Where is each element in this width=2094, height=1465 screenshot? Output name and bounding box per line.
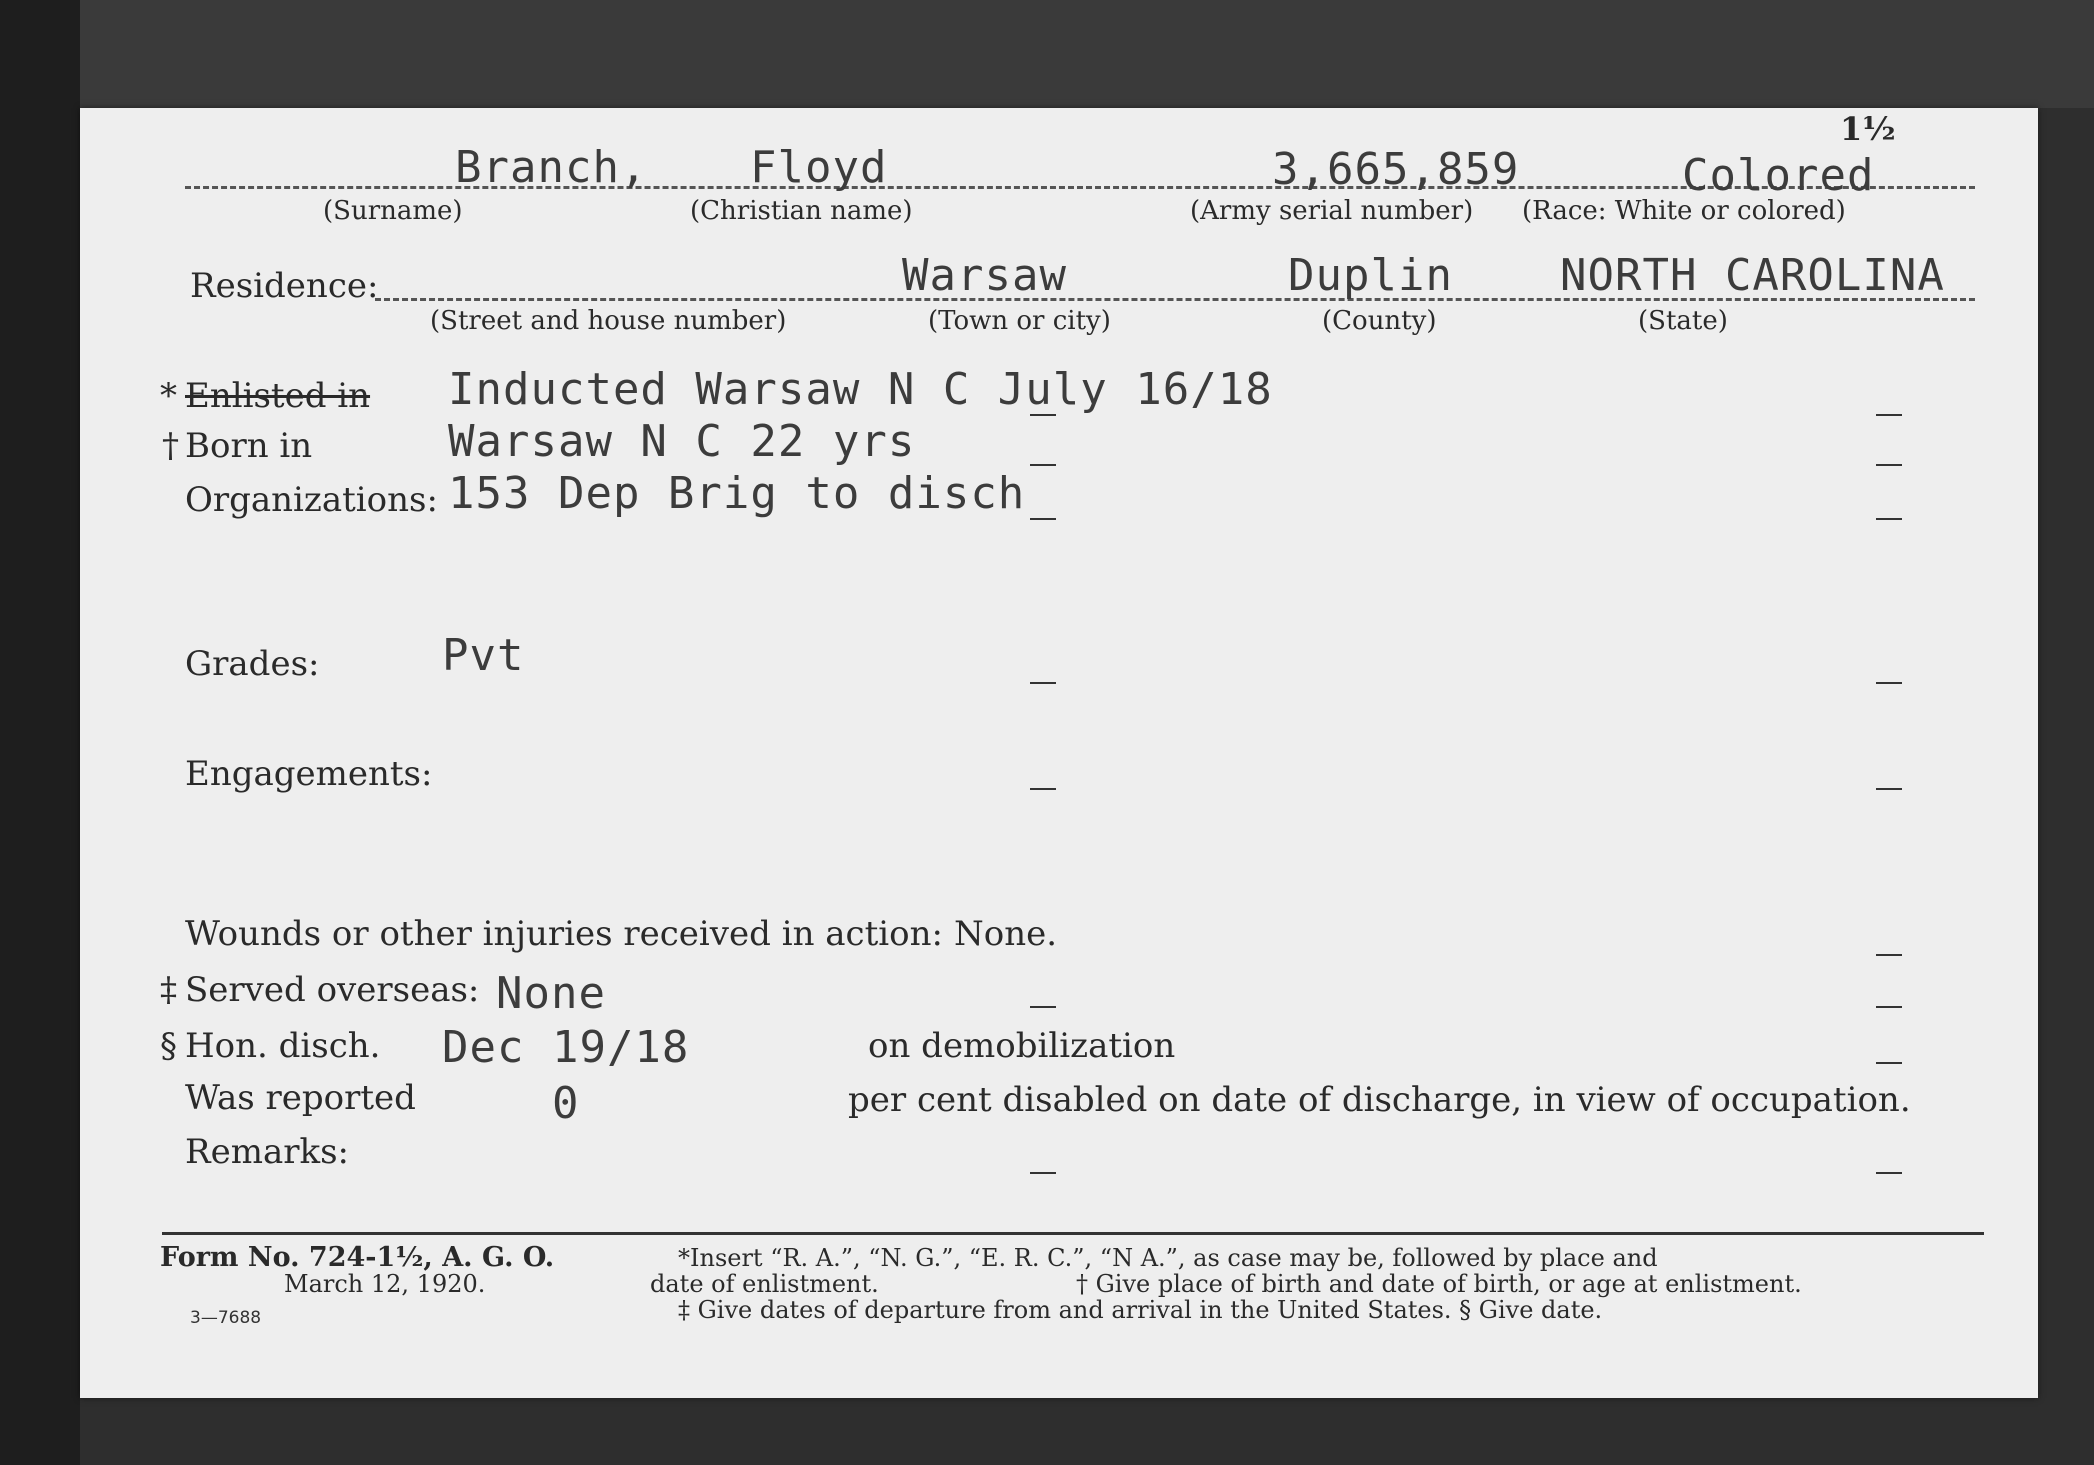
wounds-value: None. xyxy=(954,914,1058,954)
organizations-label: Organizations: xyxy=(185,480,438,520)
overseas-dash-mid xyxy=(1030,1006,1056,1008)
residence-label: Residence: xyxy=(190,266,379,306)
overseas-mark: ‡ xyxy=(160,970,177,1010)
state-value: NORTH CAROLINA xyxy=(1560,250,1945,301)
serial-number-caption: (Army serial number) xyxy=(1190,196,1474,226)
footnote-birth: † Give place of birth and date of birth, or age at enlistment. xyxy=(1076,1270,1802,1298)
overseas-label: Served overseas: xyxy=(185,970,480,1010)
christian-name-value: Floyd xyxy=(750,142,888,193)
grades-value: Pvt xyxy=(442,630,525,681)
town-value: Warsaw xyxy=(902,250,1067,301)
county-caption: (County) xyxy=(1322,306,1437,336)
reported-value: 0 xyxy=(552,1078,580,1129)
enlisted-label: Enlisted in xyxy=(185,376,371,416)
disch-value: Dec 19/18 xyxy=(442,1022,690,1073)
overseas-value: None xyxy=(496,968,606,1019)
race-caption: (Race: White or colored) xyxy=(1522,196,1846,226)
grades-dash-end xyxy=(1876,682,1902,684)
print-code: 3—7688 xyxy=(190,1308,262,1328)
form-number: Form No. 724-1½, A. G. O. xyxy=(160,1242,555,1273)
remarks-dash-mid xyxy=(1030,1172,1056,1174)
enlisted-dash-end xyxy=(1876,414,1902,416)
surname-caption: (Surname) xyxy=(323,196,463,226)
surname-value: Branch, xyxy=(455,142,648,193)
enlisted-dash-mid xyxy=(1030,414,1056,416)
scan-background-left xyxy=(0,0,80,1465)
engagements-label: Engagements: xyxy=(185,754,433,794)
grades-label: Grades: xyxy=(185,644,320,684)
race-value: Colored xyxy=(1682,150,1875,201)
grades-dash-mid xyxy=(1030,682,1056,684)
wounds-dash-end xyxy=(1876,954,1902,956)
born-dash-end xyxy=(1876,464,1902,466)
footer-rule xyxy=(162,1232,1984,1235)
disch-dash-end xyxy=(1876,1062,1902,1064)
remarks-label: Remarks: xyxy=(185,1132,349,1172)
state-caption: (State) xyxy=(1638,306,1728,336)
form-date: March 12, 1920. xyxy=(284,1270,486,1298)
footnote-insert: *Insert “R. A.”, “N. G.”, “E. R. C.”, “N A.”, as case may be, followed by place and xyxy=(678,1244,1658,1272)
disch-suffix: on demobilization xyxy=(868,1026,1176,1066)
organizations-dash-end xyxy=(1876,518,1902,520)
county-value: Duplin xyxy=(1288,250,1453,301)
born-mark: † xyxy=(162,426,179,466)
disch-label: Hon. disch. xyxy=(185,1026,381,1066)
reported-suffix: per cent disabled on date of discharge, in view of occupation. xyxy=(848,1080,1911,1120)
service-record-card xyxy=(80,108,2038,1398)
reported-label: Was reported xyxy=(185,1078,416,1118)
enlisted-mark: * xyxy=(160,376,177,416)
overseas-dash-end xyxy=(1876,1006,1902,1008)
footnote-overseas-date: ‡ Give dates of departure from and arrival in the United States. § Give date. xyxy=(678,1296,1603,1324)
serial-number-value: 3,665,859 xyxy=(1272,144,1520,195)
corner-mark: 1½ xyxy=(1840,110,1896,148)
disch-mark: § xyxy=(160,1026,177,1066)
born-label: Born in xyxy=(185,426,313,466)
engagements-dash-end xyxy=(1876,788,1902,790)
born-dash-mid xyxy=(1030,464,1056,466)
christian-name-caption: (Christian name) xyxy=(690,196,913,226)
street-caption: (Street and house number) xyxy=(430,306,787,336)
wounds-label: Wounds or other injuries received in action: xyxy=(185,914,943,954)
enlisted-value: Inducted Warsaw N C July 16/18 xyxy=(448,364,1273,415)
footnote-enlistment: date of enlistment. xyxy=(650,1270,879,1298)
remarks-dash-end xyxy=(1876,1172,1902,1174)
engagements-dash-mid xyxy=(1030,788,1056,790)
born-value: Warsaw N C 22 yrs xyxy=(448,416,916,467)
scan-background-top xyxy=(0,0,2094,108)
organizations-dash-mid xyxy=(1030,518,1056,520)
town-caption: (Town or city) xyxy=(928,306,1111,336)
organizations-value: 153 Dep Brig to disch xyxy=(448,468,1026,519)
